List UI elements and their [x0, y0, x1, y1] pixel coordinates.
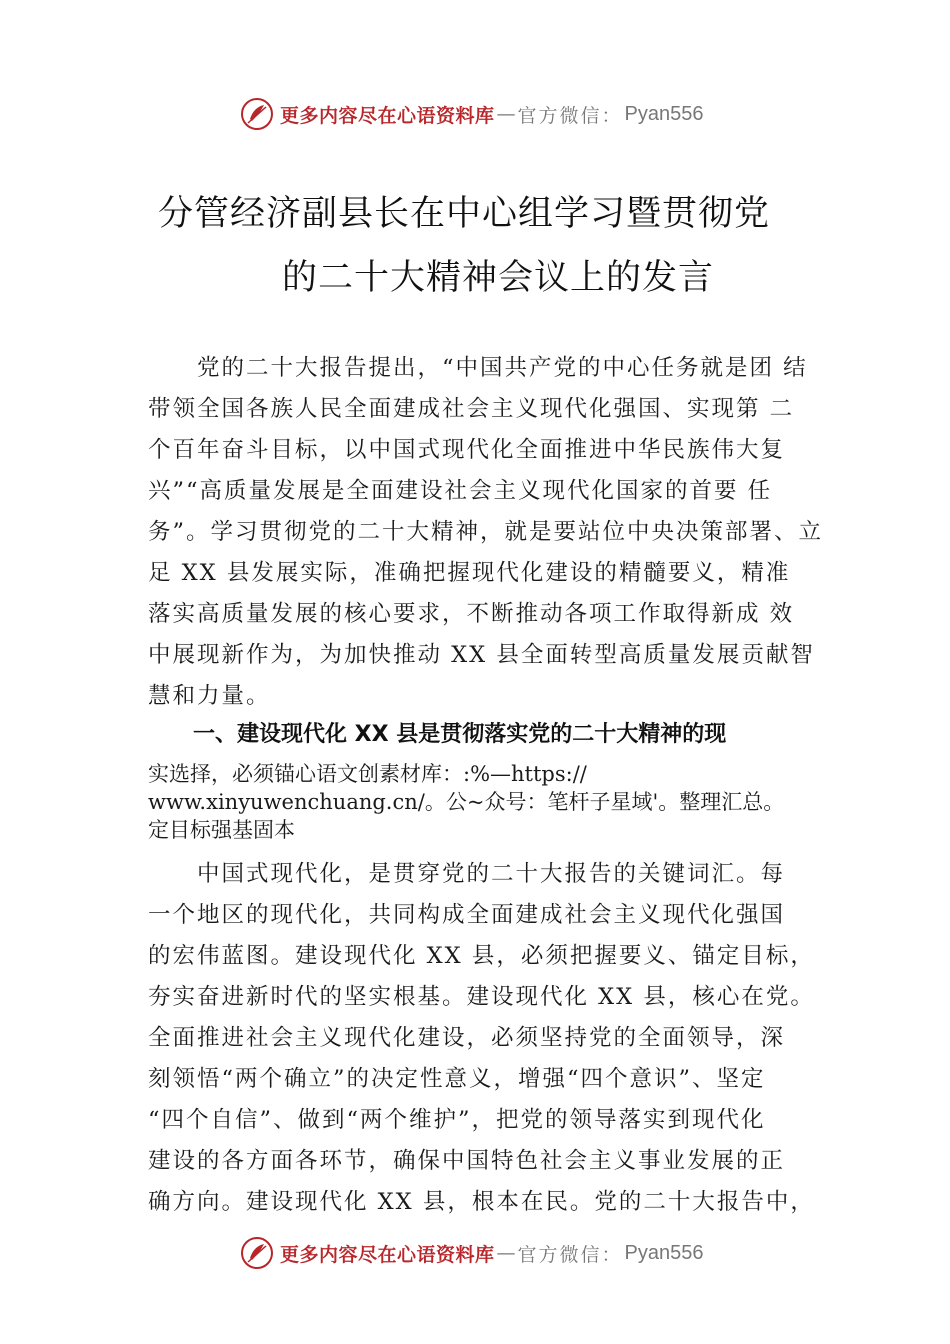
- paragraph-2-line: 一个地区的现代化，共同构成全面建成社会主义现代化强国: [148, 902, 786, 928]
- page-title-line-1: 分管经济副县长在中心组学习暨贯彻党: [158, 194, 771, 234]
- brand-logo-icon: [240, 1236, 274, 1270]
- wechat-id: Pyan556: [624, 102, 704, 125]
- paragraph-1-line: 党的二十大报告提出，“中国共产党的中心任务就是团 结: [148, 355, 808, 381]
- paragraph-1-line: 足 XX 县发展实际，准确把握现代化建设的精髓要义，精准: [148, 560, 791, 586]
- page-title-line-2: 的二十大精神会议上的发言: [282, 258, 715, 298]
- wechat-id: Pyan556: [624, 1241, 704, 1264]
- paragraph-2-line: 全面推进社会主义现代化建设，必须坚持党的全面领导，深: [148, 1025, 786, 1051]
- watermark-line: 定目标强基固本: [148, 818, 295, 842]
- banner-dash: —: [496, 103, 516, 125]
- wechat-label: 官方微信：: [517, 1243, 623, 1266]
- paragraph-2-line: 中国式现代化，是贯穿党的二十大报告的关键词汇。每: [148, 861, 786, 887]
- paragraph-2-line: 夯实奋进新时代的坚实根基。建设现代化 XX 县，核心在党。: [148, 984, 815, 1010]
- footer-banner: [240, 1233, 740, 1273]
- paragraph-2-line: 确方向。建设现代化 XX 县，根本在民。党的二十大报告中，: [148, 1189, 815, 1215]
- paragraph-2-line: 的宏伟蓝图。建设现代化 XX 县，必须把握要义、锚定目标，: [148, 943, 815, 969]
- banner-dash: —: [496, 1242, 516, 1264]
- paragraph-1-line: 带领全国各族人民全面建成社会主义现代化强国、实现第 二: [148, 396, 795, 422]
- paragraph-1-line: 慧和力量。: [148, 683, 271, 709]
- watermark-line: www.xinyuwenchuang.cn/。公~众号：笔杆子星域'。整理汇总。: [148, 790, 785, 814]
- wechat-label: 官方微信：: [517, 104, 623, 127]
- paragraph-1-line: 个百年奋斗目标，以中国式现代化全面推进中华民族伟大复: [148, 437, 786, 463]
- paragraph-1-line: 落实高质量发展的核心要求，不断推动各项工作取得新成 效: [148, 601, 795, 627]
- watermark-line: 实选择，必须锚心语文创素材库：:%—https://: [148, 762, 587, 786]
- paragraph-1-line: 中展现新作为，为加快推动 XX 县全面转型高质量发展贡献智: [148, 642, 815, 668]
- brand-name: 更多内容尽在心语资料库: [280, 104, 495, 127]
- section-heading-1: 一、建设现代化 XX 县是贯彻落实党的二十大精神的现: [193, 722, 727, 747]
- paragraph-2-line: 刻领悟“两个确立”的决定性意义，增强“四个意识”、坚定: [148, 1066, 766, 1092]
- brand-name: 更多内容尽在心语资料库: [280, 1243, 495, 1266]
- header-banner: [240, 94, 740, 134]
- brand-logo-icon: [240, 97, 274, 131]
- paragraph-2-line: “四个自信”、做到“两个维护”，把党的领导落实到现代化: [148, 1107, 766, 1133]
- paragraph-1-line: 兴”“高质量发展是全面建设社会主义现代化国家的首要 任: [148, 478, 773, 504]
- paragraph-2-line: 建设的各方面各环节，确保中国特色社会主义事业发展的正: [148, 1148, 786, 1174]
- paragraph-1-line: 务”。学习贯彻党的二十大精神，就是要站位中央决策部署、立: [148, 519, 824, 545]
